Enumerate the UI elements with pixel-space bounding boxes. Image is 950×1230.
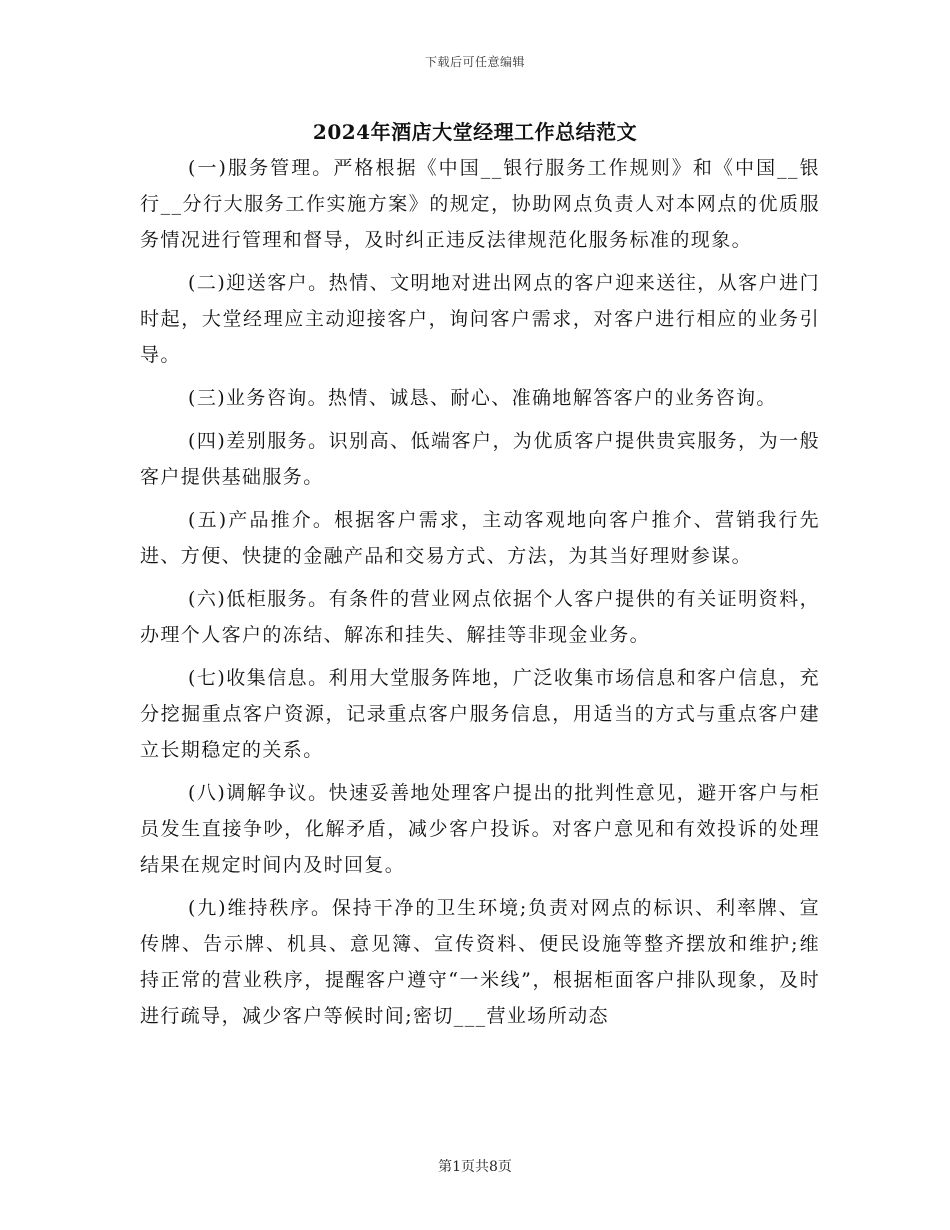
paragraph-differentiated-service: (四)差别服务。识别高、低端客户，为优质客户提供贵宾服务，为一般客户提供基础服务。 (140, 430, 820, 488)
paragraph-greeting-customers: (二)迎送客户。热情、文明地对进出网点的客户迎来送往，从客户进门时起，大堂经理应主动迎接客户，询问客户需求，对客户进行相应的业务引导。 (140, 272, 820, 366)
paragraph-low-counter-service: (六)低柜服务。有条件的营业网点依据个人客户提供的有关证明资料，办理个人客户的冻结、解冻和挂失、解挂等非现金业务。 (140, 588, 820, 646)
paragraph-information-collection: (七)收集信息。利用大堂服务阵地，广泛收集市场信息和客户信息，充分挖掘重点客户资源，记录重点客户服务信息，用适当的方式与重点客户建立长期稳定的关系。 (140, 667, 820, 761)
page-number: 第1页共8页 (438, 1159, 512, 1175)
paragraph-product-promotion: (五)产品推介。根据客户需求，主动客观地向客户推介、营销我行先进、方便、快捷的金融产品和交易方式、方法，为其当好理财参谋。 (140, 509, 820, 567)
paragraph-maintaining-order: (九)维持秩序。保持干净的卫生环境;负责对网点的标识、利率牌、宣传牌、告示牌、机具、意见簿、宣传资料、便民设施等整齐摆放和维护;维持正常的营业秩序，提醒客户遵守“一米线”，根据柜面客户排队现象，及时进行疏导，减少客户等候时间;密切___营业场所动态 (140, 897, 820, 1027)
paragraph-service-management: (一)服务管理。严格根据《中国__银行服务工作规则》和《中国__银行__分行大服务工作实施方案》的规定，协助网点负责人对本网点的优质服务情况进行管理和督导，及时纠正违反法律规范化服务标准的现象。 (140, 157, 820, 251)
paragraph-business-consulting: (三)业务咨询。热情、诚恳、耐心、准确地解答客户的业务咨询。 (188, 387, 777, 409)
document-body (140, 150, 820, 1041)
download-note: 下载后可任意编辑 (424, 55, 525, 69)
document-title: 2024年酒店大堂经理工作总结范文 (312, 120, 638, 144)
paragraph-dispute-mediation: (八)调解争议。快速妥善地处理客户提出的批判性意见，避开客户与柜员发生直接争吵，化解矛盾，减少客户投诉。对客户意见和有效投诉的处理结果在规定时间内及时回复。 (140, 782, 820, 876)
